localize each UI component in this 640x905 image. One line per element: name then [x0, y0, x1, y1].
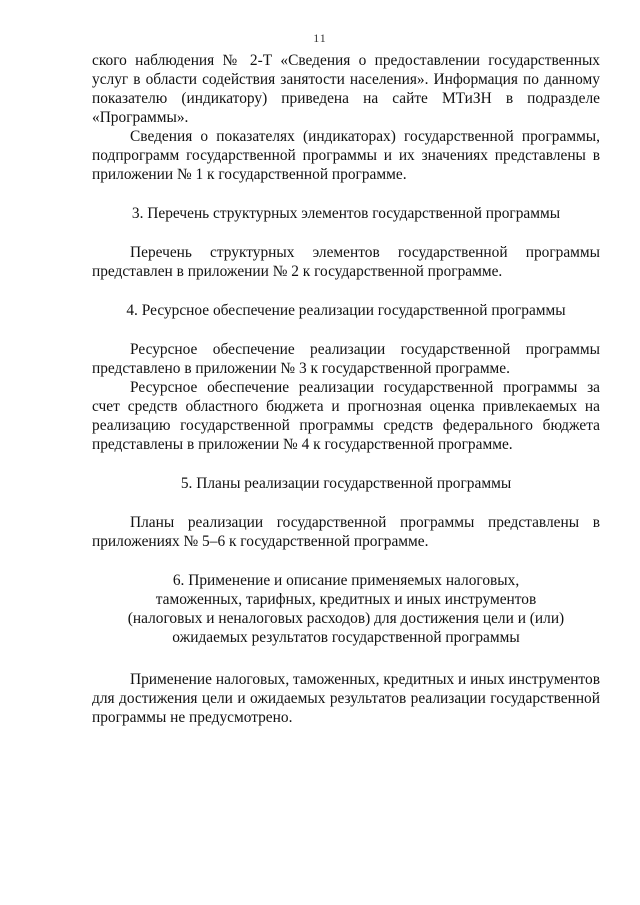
- paragraph-continuation: ского наблюдения № 2-Т «Сведения о предоставлении государственных услуг в области содействия занятости населения». Информация по данному показателю (индикатору) приведена на сайте МТиЗН в подразделе «Программы».: [92, 52, 600, 126]
- paragraph-regional-budget: Ресурсное обеспечение реализации государственной программы за счет средств областного бюджета и прогнозная оценка привлекаемых на реализацию государственной программы средств федерального бюджета представлены в приложении № 4 к государственной программе.: [92, 379, 600, 453]
- section-heading-5: 5. Планы реализации государственной программы: [180, 475, 512, 492]
- section-heading-6-line: (налоговых и неналоговых расходов) для достижения цели и (или): [127, 610, 565, 627]
- section-heading-6-line: таможенных, тарифных, кредитных и иных инструментов: [155, 591, 537, 608]
- section-heading-6-line: 6. Применение и описание применяемых налоговых,: [172, 572, 520, 589]
- document-body: [92, 51, 600, 727]
- paragraph-resource-provision: Ресурсное обеспечение реализации государственной программы представлено в приложении № 3 к государственной программе.: [92, 341, 600, 377]
- paragraph-structural-elements: Перечень структурных элементов государственной программы представлен в приложении № 2 к государственной программе.: [92, 244, 600, 280]
- paragraph-indicators-info: Сведения о показателях (индикаторах) государственной программы, подпрограмм государственной программы и их значениях представлены в приложении № 1 к государственной программе.: [92, 128, 600, 183]
- paragraph-tax-instruments: Применение налоговых, таможенных, кредитных и иных инструментов для достижения цели и ожидаемых результатов реализации государственной программы не предусмотрено.: [92, 671, 600, 726]
- section-heading-3: 3. Перечень структурных элементов государственной программы: [131, 205, 561, 222]
- page-number: 11: [313, 31, 327, 45]
- section-heading-6-line: ожидаемых результатов государственной программы: [172, 629, 520, 646]
- section-heading-6: [92, 571, 600, 647]
- section-heading-4: 4. Ресурсное обеспечение реализации государственной программы: [126, 302, 566, 319]
- paragraph-implementation-plans: Планы реализации государственной программы представлены в приложениях № 5–6 к государственной программе.: [92, 514, 600, 550]
